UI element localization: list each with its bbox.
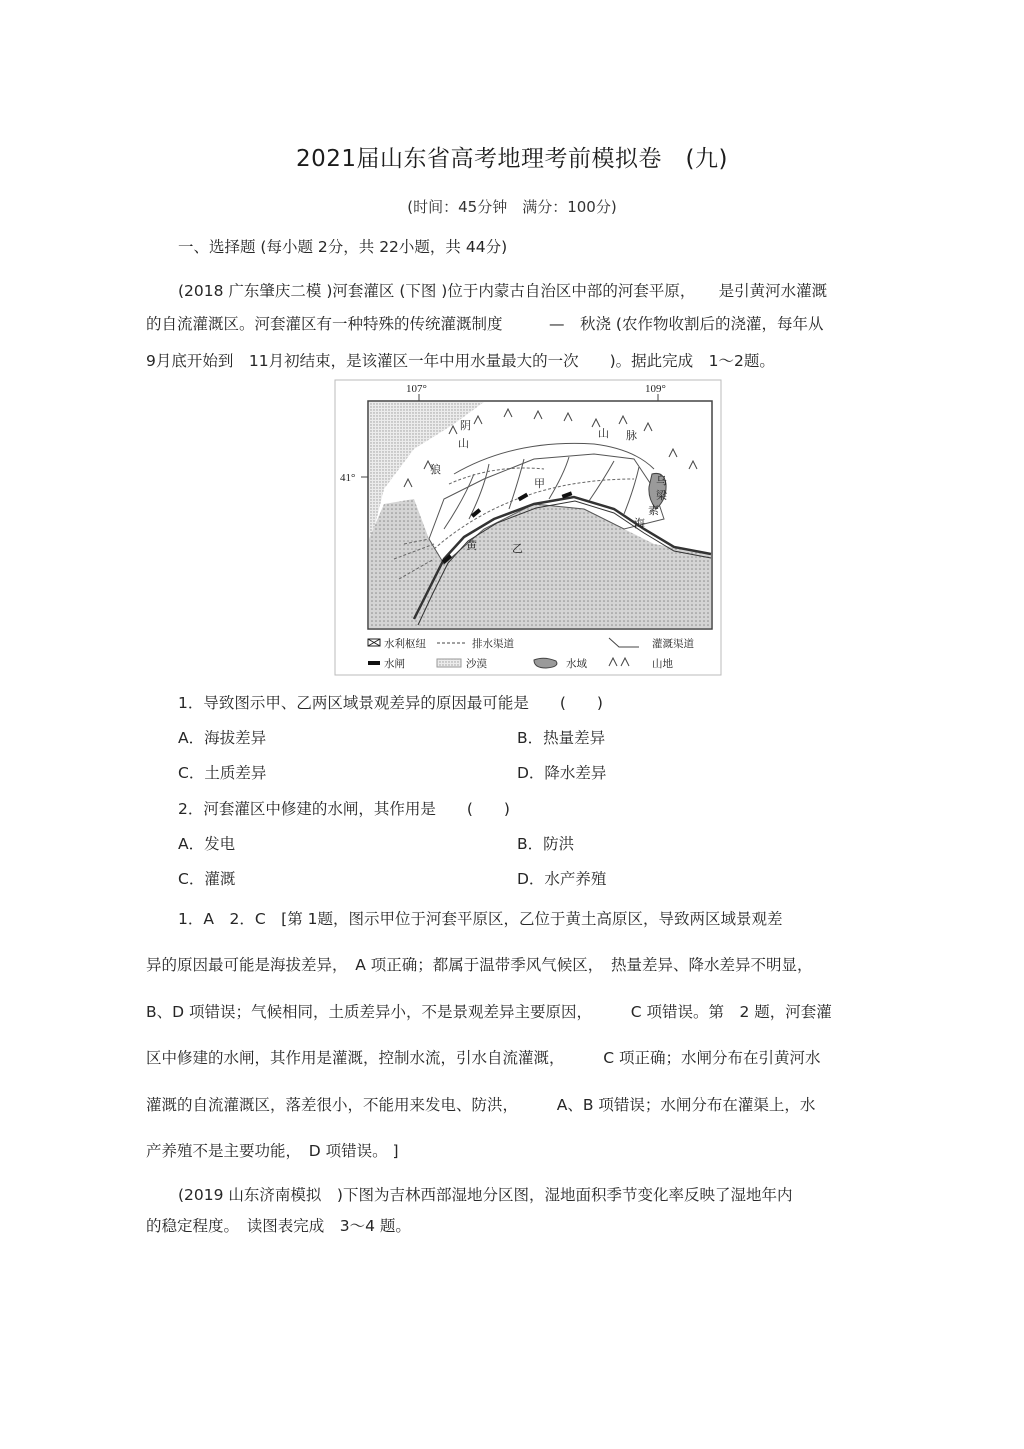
label-yin: 阴 <box>460 419 471 432</box>
question-2-option-b: B．防洪 <box>517 835 575 853</box>
legend-label-desert: 沙漠 <box>466 658 487 670</box>
label-liang: 梁 <box>656 489 667 502</box>
legend-label-canal: 灌溉渠道 <box>652 638 694 650</box>
lat-label-41: 41° <box>340 472 356 484</box>
label-hai: 海 <box>634 517 645 530</box>
label-lang: 狼 <box>430 463 441 476</box>
label-huang: 黄 <box>466 539 477 552</box>
label-shan-1: 山 <box>458 437 469 450</box>
intro2-line-2: 的稳定程度。 读图表完成 3～4 题。 <box>146 1217 411 1235</box>
answer-line-1: 1．A 2．C [第 1题，图示甲位于河套平原区，乙位于黄土高原区，导致两区域景观差 <box>178 910 783 928</box>
question-1-option-d: D．降水差异 <box>517 764 607 782</box>
legend-label-sluice: 水闸 <box>384 658 405 670</box>
dotted-pattern-icon <box>437 659 461 667</box>
hetao-irrigation-map <box>334 379 722 676</box>
answer-line-5: 灌溉的自流灌溉区，落差很小，不能用来发电、防洪， A、B 项错误；水闸分布在灌渠上，水 <box>146 1096 816 1114</box>
question-1-option-c: C．土质差异 <box>178 764 267 782</box>
intro1-line-3: 9月底开始到 11月初结束，是该灌区一年中用水量最大的一次 )。据此完成 1～2题。 <box>146 352 775 370</box>
intro1-line-1: (2018 广东肇庆二模 )河套灌区 (下图 )位于内蒙古自治区中部的河套平原， 是引黄河水灌溉 <box>178 282 828 300</box>
label-yi: 乙 <box>512 542 523 555</box>
answer-line-2: 异的原因最可能是海拔差异， A 项正确；都属于温带季风气候区， 热量差异、降水差异不明显， <box>146 956 813 974</box>
label-jia: 甲 <box>534 477 545 490</box>
question-1-option-b: B．热量差异 <box>517 729 606 747</box>
lon-label-107: 107° <box>406 383 427 395</box>
intro2-line-1: (2019 山东济南模拟 )下图为吉林西部湿地分区图，湿地面积季节变化率反映了湿地年内 <box>178 1186 793 1204</box>
answer-line-6: 产养殖不是主要功能， D 项错误。 ] <box>146 1142 399 1160</box>
question-2-option-a: A．发电 <box>178 835 236 853</box>
question-1-option-a: A．海拔差异 <box>178 729 267 747</box>
question-2-option-c: C．灌溉 <box>178 870 236 888</box>
page-title: 2021届山东省高考地理考前模拟卷 (九) <box>296 146 728 172</box>
sluice-bar-icon <box>368 661 380 665</box>
label-wu: 乌 <box>656 474 667 487</box>
lon-label-109: 109° <box>645 383 666 395</box>
question-2-stem: 2．河套灌区中修建的水闸，其作用是 ( ) <box>178 800 510 818</box>
legend-label-drain: 排水渠道 <box>472 638 514 650</box>
legend-label-dam: 水利枢纽 <box>384 638 426 650</box>
label-su: 素 <box>648 504 659 517</box>
exam-info: (时间：45分钟 满分：100分) <box>407 198 617 216</box>
answer-line-4: 区中修建的水闸，其作用是灌溉，控制水流，引水自流灌溉， C 项正确；水闸分布在引黄河水 <box>146 1049 821 1067</box>
label-shan-2: 山 <box>598 427 609 440</box>
section-heading: 一、选择题 (每小题 2分，共 22小题，共 44分) <box>178 238 508 256</box>
question-1-stem: 1．导致图示甲、乙两区域景观差异的原因最可能是 ( ) <box>178 694 603 712</box>
legend-label-water: 水域 <box>566 658 587 670</box>
label-mai: 脉 <box>626 429 637 442</box>
water-area-icon <box>534 658 557 668</box>
question-2-option-d: D．水产养殖 <box>517 870 607 888</box>
legend-label-mountain: 山地 <box>652 658 673 670</box>
answer-line-3: B、D 项错误；气候相同，土质差异小，不是景观差异主要原因， C 项错误。第 2 题，河套灌 <box>146 1003 832 1021</box>
intro1-line-2: 的自流灌溉区。河套灌区有一种特殊的传统灌溉制度 — 秋浇 (农作物收割后的浇灌，每年从 <box>146 315 824 333</box>
